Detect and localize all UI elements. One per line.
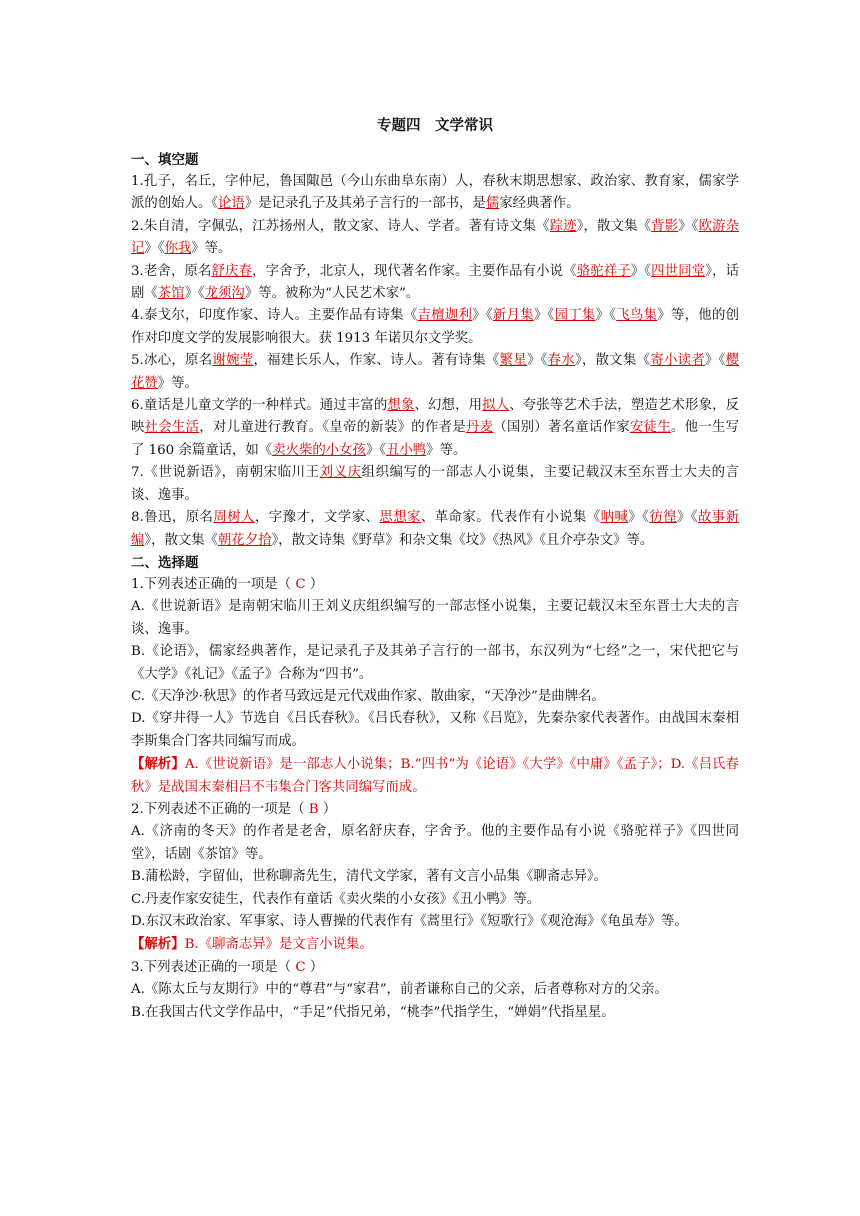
fill-question-1: 1.孔子，名丘，字仲尼，鲁国陬邑（今山东曲阜东南）人，春秋末期思想家、政治家、教育家，儒家学派的创始人。《论语》是记录孔子及其弟子言行的一部书，是儒家经典著作。 bbox=[131, 174, 739, 212]
answer-text: 骆驼祥子 bbox=[576, 263, 631, 279]
fill-question-7: 7.《世说新语》，南朝宋临川王刘义庆组织编写的一部志人小说集，主要记载汉末至东晋士大夫的言谈、逸事。 bbox=[131, 465, 740, 503]
answer-text: 舒庆春 bbox=[211, 263, 253, 279]
answer-text: 四世同堂 bbox=[651, 263, 706, 279]
fill-question-2: 2.朱自清，字佩弘，江苏扬州人，散文家、诗人、学者。著有诗文集《踪迹》，散文集《背影》《欧游杂记》《你我》等。 bbox=[131, 218, 740, 257]
mc-option: B.在我国古代文学作品中，“手足”代指兄弟，“桃李”代指学生，“婵娟”代指星星。 bbox=[131, 1004, 615, 1020]
page-title: 专题四 文学常识 bbox=[377, 118, 493, 134]
answer-text: 新月集 bbox=[492, 308, 534, 324]
answer-text: 飞鸟集 bbox=[616, 308, 658, 324]
answer-text: 卖火柴的小女孩 bbox=[272, 442, 366, 458]
mc-option: B.蒲松龄，字留仙，世称聊斋先生，清代文学家，著有文言小品集《聊斋志异》。 bbox=[131, 869, 608, 885]
answer-text: 论语 bbox=[218, 196, 245, 212]
answer-text: 寄小读者 bbox=[650, 353, 706, 369]
fill-question-4: 4.泰戈尔，印度作家、诗人。主要作品有诗集《吉檀迦利》《新月集》《园丁集》《飞鸟集》等，他的创作对印度文学的发展影响很大。获 1913 年诺贝尔文学奖。 bbox=[131, 308, 740, 346]
mc-analysis-1: 【解析】A.《世说新语》是一部志人小说集；B.“四书”为《论语》《大学》《中庸》《孟子》；D.《吕氏春秋》是战国末秦相吕不韦集合门客共同编写而成。 bbox=[131, 756, 740, 795]
answer-text: 欧游杂记 bbox=[131, 218, 740, 257]
answer-text: 拟人 bbox=[482, 398, 510, 414]
answer-text: 园丁集 bbox=[554, 308, 596, 324]
mc-analysis-2: 【解析】B.《聊斋志异》是文言小说集。 bbox=[131, 936, 373, 953]
mc-answer: B bbox=[308, 801, 319, 817]
answer-text: 春水 bbox=[547, 353, 575, 369]
answer-text: 背影 bbox=[651, 218, 679, 234]
answer-text: 丹麦 bbox=[465, 420, 494, 436]
fill-question-3: 3.老舍，原名舒庆春，字舍予，北京人，现代著名作家。主要作品有小说《骆驼祥子》《四世同堂》，话剧《茶馆》《龙须沟》等。被称为“人民艺术家”。 bbox=[131, 263, 740, 302]
section-heading-fill: 一、填空题 bbox=[131, 152, 199, 168]
answer-text: 想象 bbox=[387, 398, 415, 414]
fill-question-8: 8.鲁迅，原名周树人，字豫才，文学家、思想家、革命家。代表作有小说集《呐喊》《彷徨》《故事新编》，散文集《朝花夕拾》，散文诗集《野草》和杂文集《坟》《热风》《且介亭杂文》等。 bbox=[131, 510, 740, 548]
mc-answer: C bbox=[295, 959, 306, 975]
mc-stem-2: 2.下列表述不正确的一项是（ B ） bbox=[131, 801, 337, 817]
answer-text: 朝花夕拾 bbox=[218, 532, 272, 548]
mc-option: C.丹麦作家安徒生，代表作有童话《卖火柴的小女孩》《丑小鸭》等。 bbox=[131, 891, 541, 907]
mc-option: A.《济南的冬天》的作者是老舍，原名舒庆春，字舍予。他的主要作品有小说《骆驼祥子》《四世同堂》，话剧《茶馆》等。 bbox=[131, 824, 739, 862]
answer-text: 你我 bbox=[164, 241, 192, 257]
mc-option: A.《陈太丘与友期行》中的“尊君”与“家君”，前者谦称自己的父亲，后者尊称对方的父亲。 bbox=[131, 982, 668, 998]
mc-option: C.《天净沙·秋思》的作者马致远是元代戏曲作家、散曲家，“天净沙”是曲牌名。 bbox=[131, 688, 605, 704]
answer-text: 周树人 bbox=[213, 510, 255, 526]
mc-stem-1: 1.下列表述正确的一项是（ C ） bbox=[131, 576, 324, 592]
answer-text: 踪迹 bbox=[549, 218, 577, 234]
answer-text: 龙须沟 bbox=[204, 286, 245, 302]
mc-option: D.东汉末政治家、军事家、诗人曹操的代表作有《蒿里行》《短歌行》《观沧海》《龟虽寿》等。 bbox=[131, 914, 688, 929]
section-heading-choice: 二、选择题 bbox=[131, 554, 199, 571]
answer-text: 谢婉莹 bbox=[212, 353, 254, 369]
answer-text: 呐喊 bbox=[600, 510, 629, 526]
fill-question-6: 6.童话是儿童文学的一种样式。通过丰富的想象、幻想，用拟人、夸张等艺术手法，塑造艺术形象，反映社会生活，对儿童进行教育。《皇帝的新装》的作者是丹麦（国别）著名童话作家安徒生。他一生写了 160 余篇童话，如《卖火柴的小女孩》《丑小鸭》等。 bbox=[131, 398, 740, 458]
fill-question-5: 5.冰心，原名谢婉莹，福建长乐人，作家、诗人。著有诗集《繁星》《春水》，散文集《寄小读者》《樱花赞》等。 bbox=[131, 353, 740, 391]
answer-text: 故事新编 bbox=[131, 510, 740, 548]
answer-text: 繁星 bbox=[499, 353, 527, 369]
document-page bbox=[131, 113, 739, 1024]
answer-text: 社会生活 bbox=[144, 420, 200, 436]
mc-stem-3: 3.下列表述正确的一项是（ C ） bbox=[131, 959, 324, 975]
mc-answer: C bbox=[295, 576, 306, 592]
answer-text: 樱花赞 bbox=[131, 353, 740, 391]
answer-text: 丑小鸭 bbox=[386, 442, 427, 458]
answer-text: 安徒生 bbox=[629, 420, 671, 436]
mc-option: A.《世说新语》是南朝宋临川王刘义庆组织编写的一部志怪小说集，主要记载汉末至东晋士大夫的言谈、逸事。 bbox=[131, 599, 739, 637]
answer-text: 儒 bbox=[485, 196, 500, 212]
answer-text: 思想家 bbox=[379, 510, 421, 526]
answer-text: 茶馆 bbox=[157, 286, 185, 302]
answer-text: 彷徨 bbox=[649, 510, 677, 526]
answer-text: 刘义庆 bbox=[319, 465, 362, 481]
answer-text: 吉檀迦利 bbox=[417, 308, 473, 324]
mc-option: D.《穿井得一人》节选自《吕氏春秋》。《吕氏春秋》，又称《吕览》，先秦杂家代表著作。由战国末秦相李斯集合门客共同编写而成。 bbox=[131, 711, 739, 749]
mc-option: B.《论语》，儒家经典著作，是记录孔子及其弟子言行的一部书，东汉列为“七经”之一，宋代把它与《大学》《礼记》《孟子》合称为“四书”。 bbox=[131, 644, 739, 682]
